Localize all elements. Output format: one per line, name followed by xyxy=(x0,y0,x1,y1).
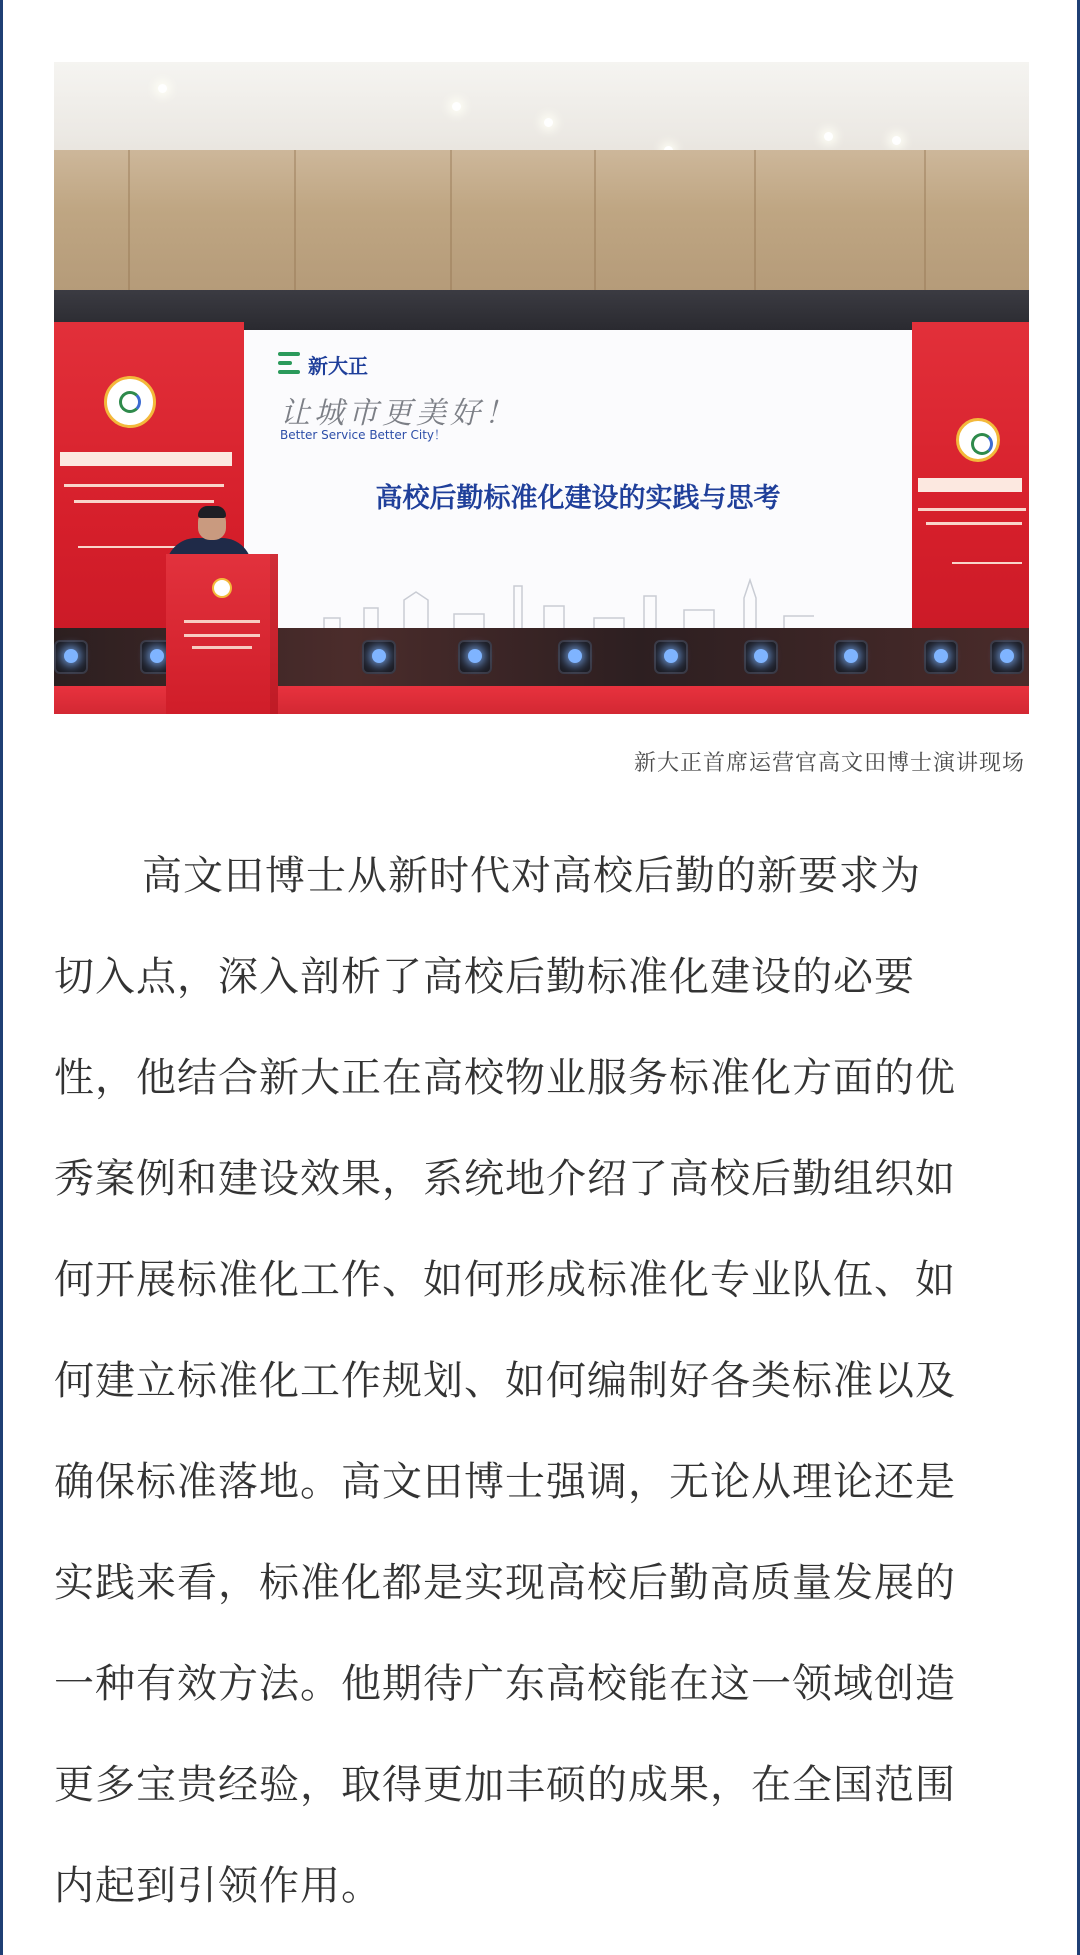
wood-seam xyxy=(924,150,926,298)
brand-logo-icon xyxy=(278,352,300,374)
stage-light-icon xyxy=(654,640,688,674)
wood-panel-wall xyxy=(54,150,1029,298)
paragraph-line: 实践来看，标准化都是实现高校后勤高质量发展的 xyxy=(54,1560,956,1606)
paragraph-line: 一种有效方法。他期待广东高校能在这一领域创造 xyxy=(54,1661,956,1707)
paragraph-line: 高文田博士从新时代对高校后勤的新要求为 xyxy=(142,853,921,899)
wood-seam xyxy=(450,150,452,298)
stage-light-icon xyxy=(990,640,1024,674)
right-banner-slogan xyxy=(918,478,1022,492)
association-logo-icon xyxy=(104,376,156,428)
podium xyxy=(166,554,278,714)
paragraph-line: 切入点，深入剖析了高校后勤标准化建设的必要 xyxy=(54,954,915,1000)
right-banner-line xyxy=(926,522,1022,525)
wood-seam xyxy=(754,150,756,298)
ceiling-light xyxy=(158,84,167,93)
screen-tagline: Better Service Better City！ xyxy=(280,428,446,442)
wood-seam xyxy=(294,150,296,298)
paragraph-line: 何开展标准化工作、如何形成标准化专业队伍、如 xyxy=(54,1257,956,1303)
left-banner-line xyxy=(64,484,224,487)
podium-text xyxy=(192,646,252,649)
screen-title: 高校后勤标准化建设的实践与思考 xyxy=(375,483,781,514)
podium-text xyxy=(184,634,260,637)
photo-caption: 新大正首席运营官高文田博士演讲现场 xyxy=(633,751,1025,776)
stage-light-icon xyxy=(744,640,778,674)
podium-text xyxy=(184,620,260,623)
paragraph-line: 何建立标准化工作规划、如何编制好各类标准以及 xyxy=(54,1358,956,1404)
right-banner-line xyxy=(918,508,1026,511)
screen-slogan: 让城市更美好！ xyxy=(280,396,518,431)
paragraph-line: 性，他结合新大正在高校物业服务标准化方面的优 xyxy=(54,1055,956,1101)
paragraph-line: 确保标准落地。高文田博士强调，无论从理论还是 xyxy=(54,1459,956,1505)
right-banner-date xyxy=(952,562,1022,564)
ceiling-light xyxy=(892,136,901,145)
event-photo xyxy=(54,62,1029,714)
stage-light-icon xyxy=(834,640,868,674)
paragraph-line: 内起到引领作用。 xyxy=(54,1863,382,1909)
podium-logo-icon xyxy=(212,578,232,598)
stage-light-icon xyxy=(458,640,492,674)
speaker-hair xyxy=(198,506,226,518)
stage-light-icon xyxy=(924,640,958,674)
article-paragraph xyxy=(54,836,1029,1947)
ceiling-light xyxy=(544,118,553,127)
stage-light-icon xyxy=(558,640,592,674)
ceiling-light xyxy=(452,102,461,111)
wood-seam xyxy=(128,150,130,298)
association-logo-icon xyxy=(956,418,1000,462)
stage-light-icon xyxy=(362,640,396,674)
stage-light-icon xyxy=(54,640,88,674)
screen-brand-name: 新大正 xyxy=(308,354,368,378)
paragraph-line: 更多宝贵经验，取得更加丰硕的成果，在全国范围 xyxy=(54,1762,956,1808)
ceiling-light xyxy=(824,132,833,141)
left-banner-slogan xyxy=(60,452,232,466)
left-banner-line xyxy=(74,500,214,503)
paragraph-line: 秀案例和建设效果，系统地介绍了高校后勤组织如 xyxy=(54,1156,956,1202)
wood-seam xyxy=(594,150,596,298)
